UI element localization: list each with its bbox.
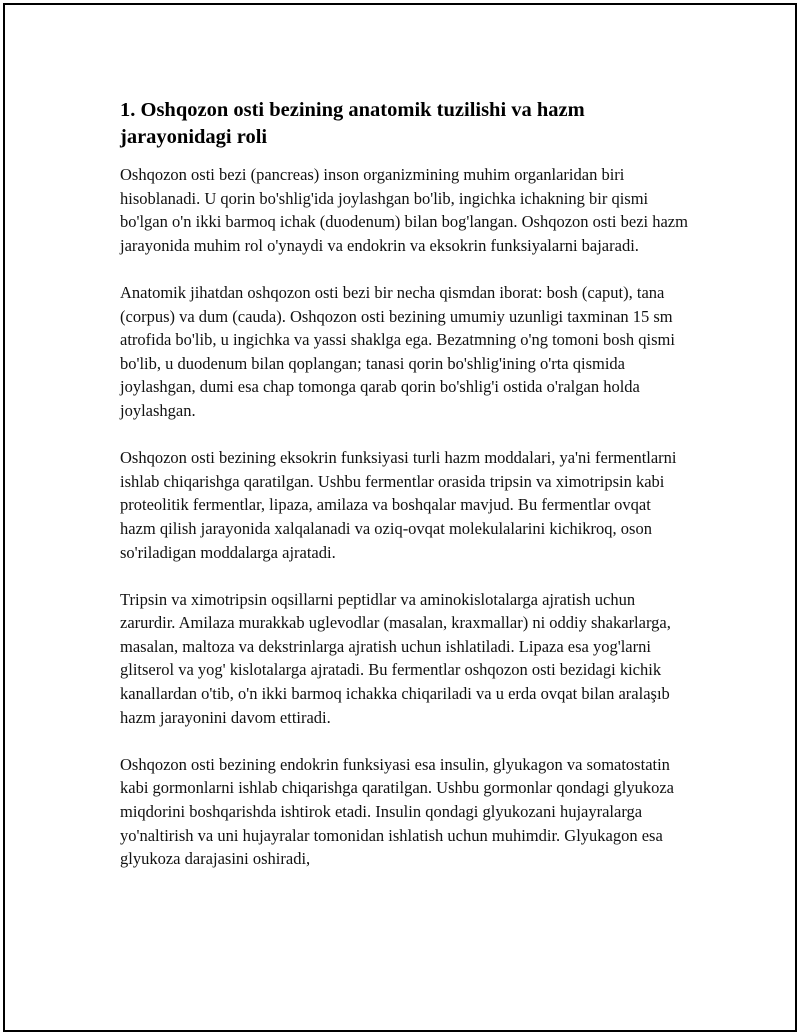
- paragraph-enzymes: Tripsin va ximotripsin oqsillarni peptidlar va aminokislotalarga ajratish uchun zarurdir. Amilaza murakkab uglevodlar (masalan, kraxmallar) ni oddiy shakarlarga, masalan, maltoza va dekstrinlarga ajratish uchun ishlatiladi. Lipaza esa yog'larni glitserol va yog' kislotalarga ajratadi. Bu fermentlar oshqozon osti bezidagi kichik kanallardan o'tib, o'n ikki barmoq ichakka chiqariladi va u erda ovqat bilan aralaşıb hazm jarayonini davom ettiradi.: [120, 589, 671, 727]
- document-body: [120, 97, 690, 894]
- paragraph-intro: Oshqozon osti bezi (pancreas) inson organizmining muhim organlaridan biri hisoblanadi. U qorin bo'shlig'ida joylashgan bo'lib, ingichka ichakning bir qismi bo'lgan o'n ikki barmoq ichak (duodenum) bilan bog'langan. Oshqozon osti bezi hazm jarayonida muhim rol o'ynaydi va endokrin va eksokrin funksiyalarni bajaradi.: [120, 165, 688, 255]
- section-heading: 1. Oshqozon osti bezining anatomik tuzilishi va hazm jarayonidagi roli: [120, 99, 585, 148]
- page-frame: [3, 3, 797, 1032]
- paragraph-endocrine: Oshqozon osti bezining endokrin funksiyasi esa insulin, glyukagon va somatostatin kabi gormonlarni ishlab chiqarishga qaratilgan. Ushbu gormonlar qondagi glyukoza miqdorini boshqarishda ishtirok etadi. Insulin qondagi glyukozani hujayralarga yo'naltirish va uni hujayralar tomonidan ishlatish uchun muhimdir. Glyukagon esa glyukoza darajasini oshiradi,: [120, 754, 674, 869]
- paragraph-anatomy: Anatomik jihatdan oshqozon osti bezi bir necha qismdan iborat: bosh (caput), tana (corpus) va dum (cauda). Oshqozon osti bezining umumiy uzunligi taxminan 15 sm atrofida bo'lib, u ingichka va yassi shaklga ega. Bezatmning o'ng tomoni bosh qismi bo'lib, u duodenum bilan qoplangan; tanasi qorin bo'shlig'ining o'rta qismida joylashgan, dumi esa chap tomonga qarab qorin bo'shlig'i ostida o'ralgan holda joylashgan.: [120, 282, 675, 420]
- paragraph-exocrine: Oshqozon osti bezining eksokrin funksiyasi turli hazm moddalari, ya'ni fermentlarni ishlab chiqarishga qaratilgan. Ushbu fermentlar orasida tripsin va ximotripsin kabi proteolitik fermentlar, lipaza, amilaza va boshqalar mavjud. Bu fermentlar ovqat hazm qilish jarayonida xalqalanadi va oziq-ovqat molekulalarini kichikroq, oson so'riladigan moddalarga ajratadi.: [120, 448, 677, 562]
